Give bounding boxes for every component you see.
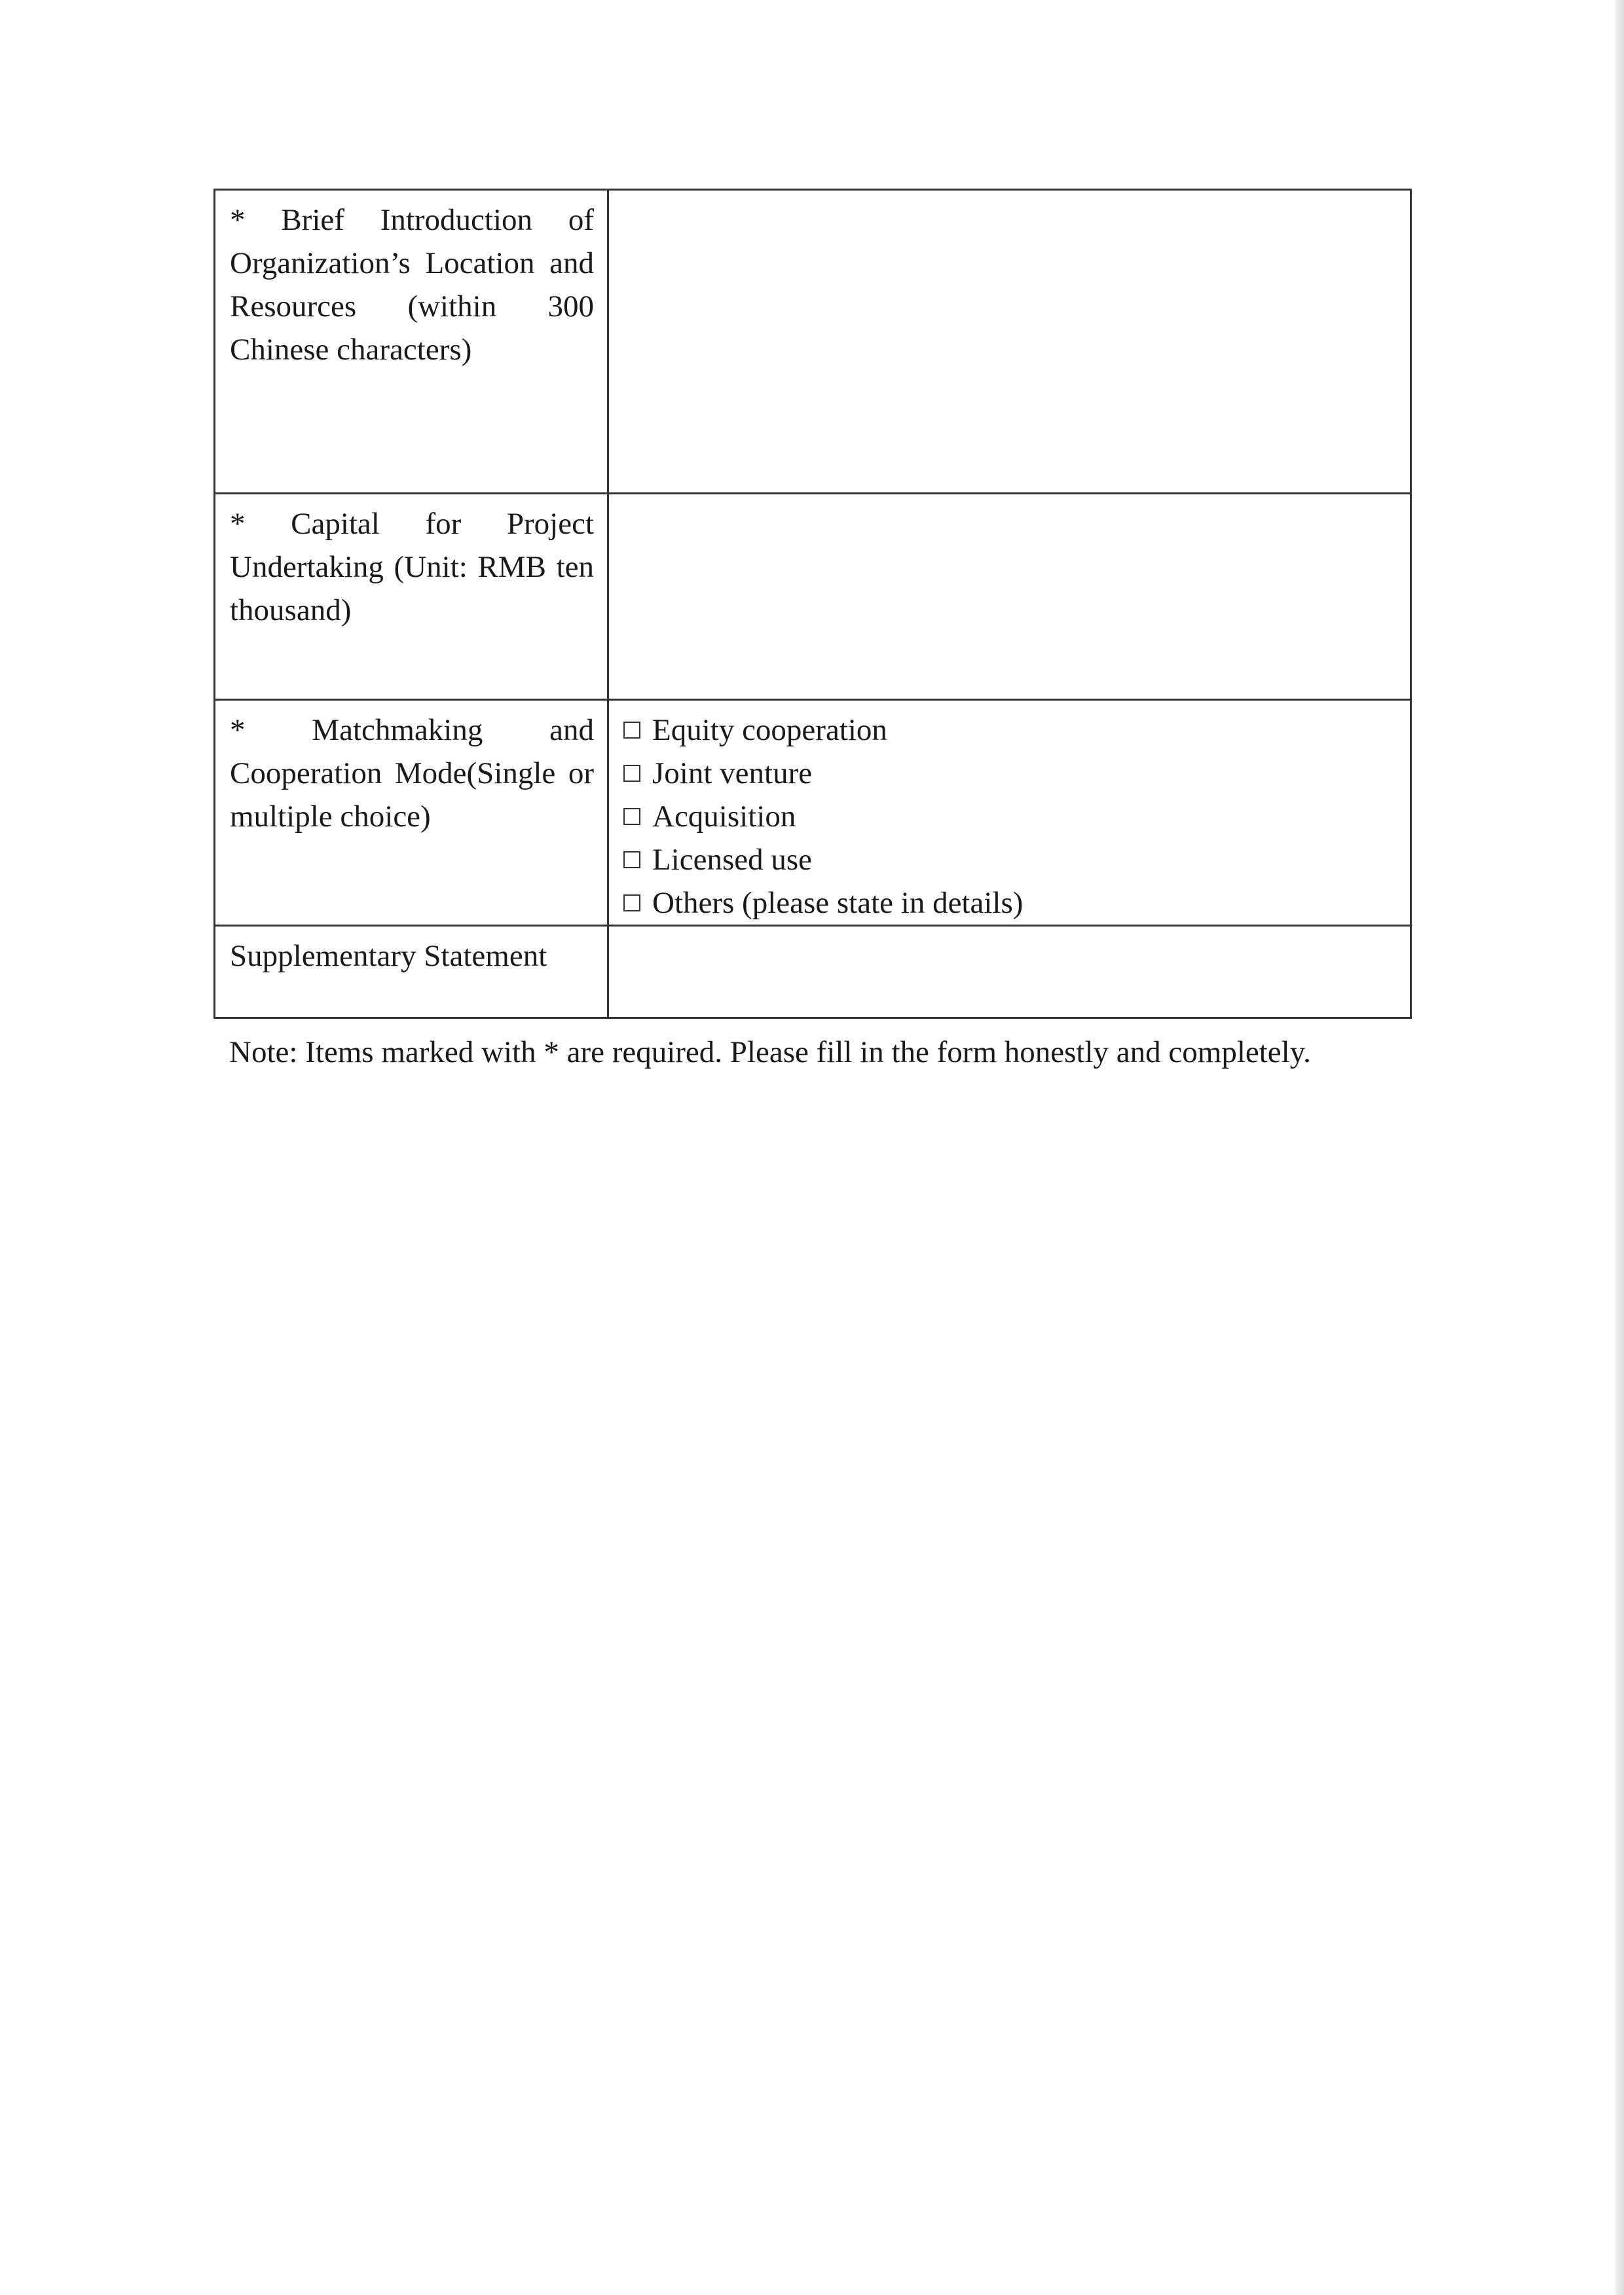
option-licensed-use[interactable] bbox=[623, 838, 1397, 881]
checkbox-icon[interactable] bbox=[623, 765, 640, 782]
option-label: Equity cooperation bbox=[652, 713, 887, 747]
checkbox-icon[interactable] bbox=[623, 851, 640, 868]
supplementary-field[interactable] bbox=[608, 926, 1411, 1018]
option-equity-cooperation[interactable] bbox=[623, 708, 1397, 752]
form-row-capital bbox=[215, 494, 1411, 700]
option-label: Joint venture bbox=[652, 756, 813, 790]
option-label: Others (please state in details) bbox=[652, 886, 1024, 920]
checkbox-icon[interactable] bbox=[623, 894, 640, 911]
page-edge bbox=[1615, 0, 1624, 2295]
option-label: Acquisition bbox=[652, 799, 796, 834]
option-label: Licensed use bbox=[652, 843, 813, 877]
capital-field[interactable] bbox=[608, 494, 1411, 700]
option-others[interactable] bbox=[623, 881, 1397, 925]
checkbox-icon[interactable] bbox=[623, 808, 640, 825]
capital-label: * Capital for Project Undertaking (Unit: RMB ten thousand) bbox=[215, 494, 608, 700]
cooperation-mode-options bbox=[608, 700, 1411, 926]
organization-intro-label: * Brief Introduction of Organization’s Location and Resources (within 300 Chinese characters) bbox=[215, 190, 608, 494]
form-note: Note: Items marked with * are required. Please fill in the form honestly and completely. bbox=[229, 1035, 1311, 1069]
project-info-form bbox=[213, 189, 1412, 1019]
cooperation-mode-label: * Matchmaking and Cooperation Mode(Single or multiple choice) bbox=[215, 700, 608, 926]
supplementary-label: Supplementary Statement bbox=[215, 926, 608, 1018]
form-row-organization-intro bbox=[215, 190, 1411, 494]
option-acquisition[interactable] bbox=[623, 795, 1397, 838]
organization-intro-field[interactable] bbox=[608, 190, 1411, 494]
option-joint-venture[interactable] bbox=[623, 752, 1397, 795]
form-row-supplementary bbox=[215, 926, 1411, 1018]
checkbox-icon[interactable] bbox=[623, 722, 640, 739]
form-row-cooperation-mode bbox=[215, 700, 1411, 926]
